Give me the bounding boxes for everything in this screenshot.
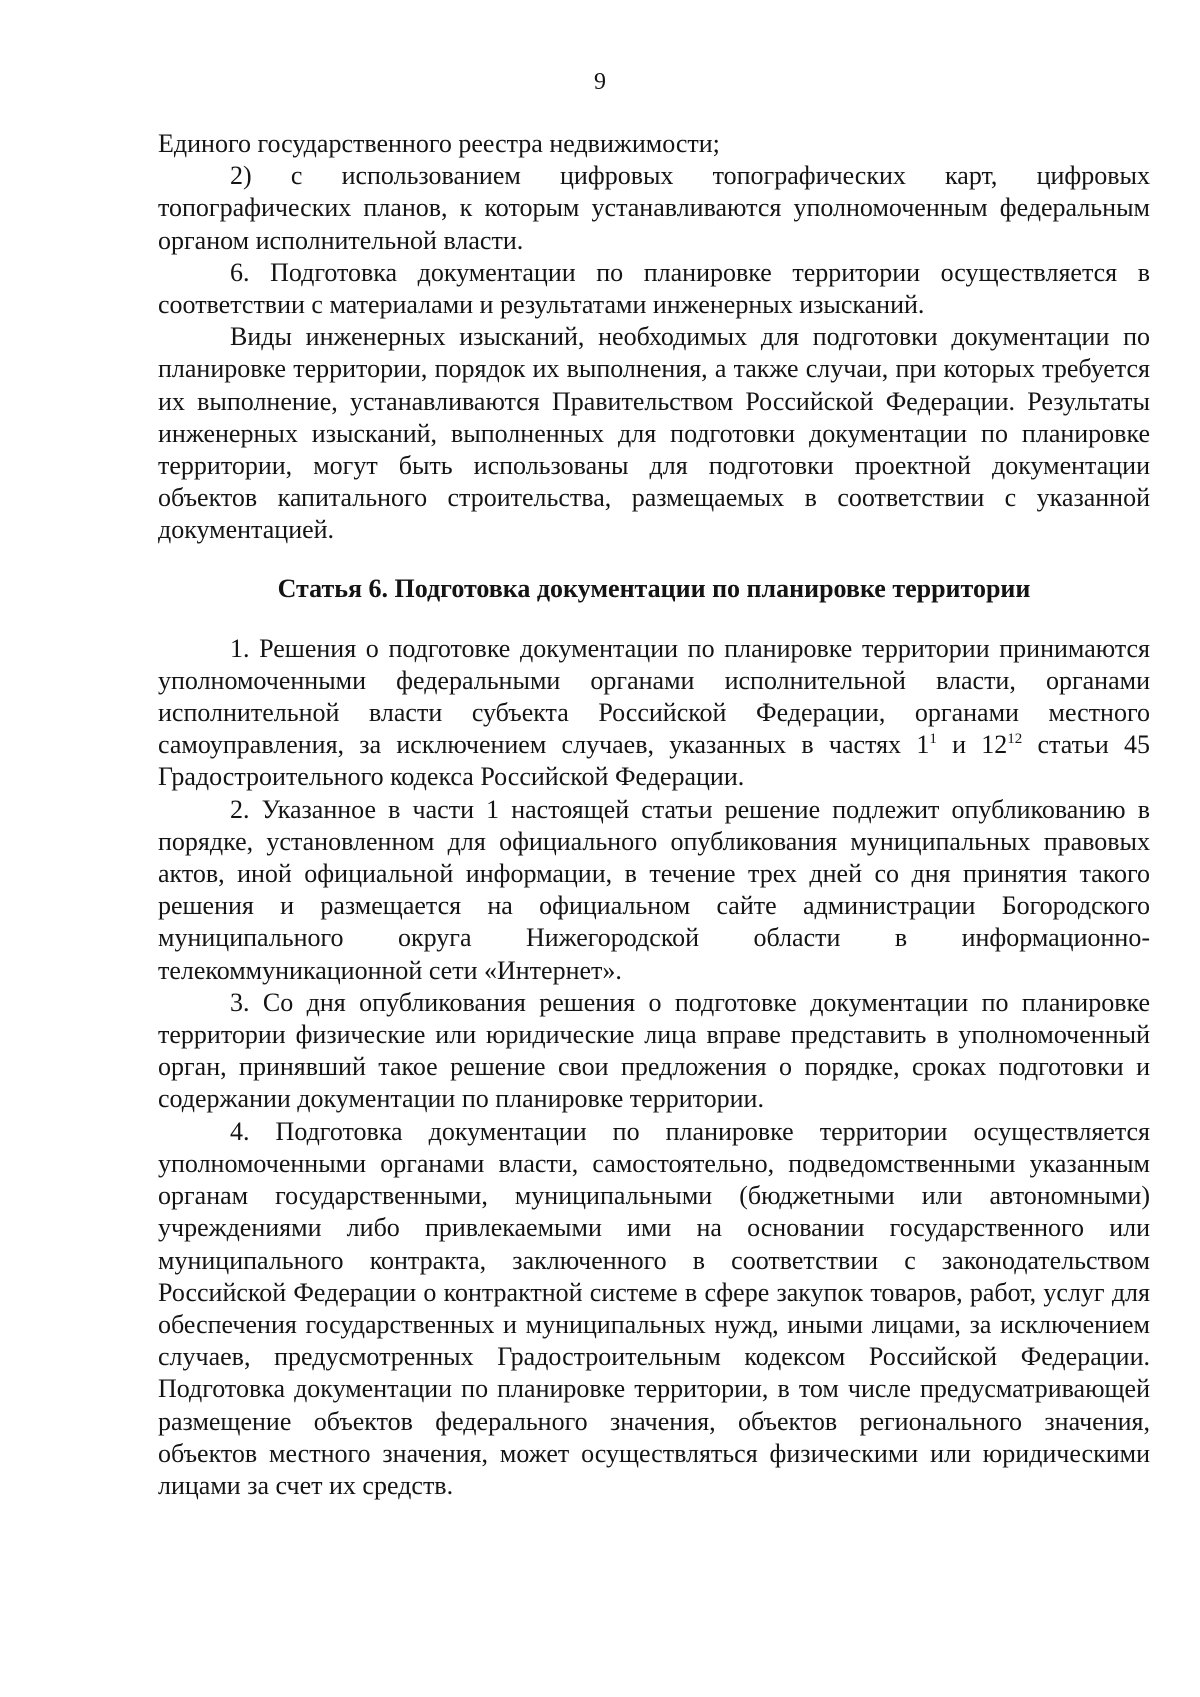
article-paragraph-3: 3. Со дня опубликования решения о подготовке документации по планировке территории физические или юридические лица вправе представить в уполномоченный орган, принявший такое решение свои предложения о порядке, сроках подготовки и содержании документации по планировке территории. xyxy=(158,987,1150,1114)
article-p1-sup-1: 1 xyxy=(929,731,937,748)
paragraph-item-2: 2) с использованием цифровых топографических карт, цифровых топографических планов, к которым устанавливаются уполномоченным федеральным органом исполнительной власти. xyxy=(158,161,1150,255)
article-paragraph-1 xyxy=(158,633,1150,794)
article-p1-text-2: и 12 xyxy=(936,730,1008,760)
article-paragraph-2: 2. Указанное в части 1 настоящей статьи решение подлежит опубликованию в порядке, установленном для официального опубликования муниципальных правовых актов, иной официальной информации, в течение трех дней со дня принятия такого решения и размещается на официальном сайте администрации Богородского муниципального округа Нижегородской области в информационно-телекоммуникационной сети «Интернет». xyxy=(158,794,1150,985)
article-p1-sup-2: 12 xyxy=(1007,731,1023,748)
article-paragraph-4: 4. Подготовка документации по планировке территории осуществляется уполномоченными органами власти, самостоятельно, подведомственными указанным органам государственными, муниципальными (бюджетными или автономными) учреждениями либо привлекаемыми ими на основании государственного или муниципального контракта, заключенного в соответствии с законодательством Российской Федерации о контрактной системе в сфере закупок товаров, работ, услуг для обеспечения государственных и муниципальных нужд, иными лицами, за исключением случаев, предусмотренных Градостроительным кодексом Российской Федерации. Подготовка документации по планировке территории, в том числе предусматривающей размещение объектов федерального значения, объектов регионального значения, объектов местного значения, может осуществляться физическими или юридическими лицами за счет их средств. xyxy=(158,1116,1150,1500)
article-heading: Статья 6. Подготовка документации по планировке территории xyxy=(277,573,1031,603)
page-number: 9 xyxy=(594,69,606,95)
paragraph-engineering-surveys: Виды инженерных изысканий, необходимых для подготовки документации по планировке территории, порядок их выполнения, а также случаи, при которых требуется их выполнение, устанавливаются Правительством Российской Федерации. Результаты инженерных изысканий, выполненных для подготовки документации по планировке территории, могут быть использованы для подготовки проектной документации объектов капитального строительства, размещаемых в соответствии с указанной документацией. xyxy=(158,322,1150,545)
paragraph-item-6: 6. Подготовка документации по планировке территории осуществляется в соответствии с материалами и результатами инженерных изысканий. xyxy=(158,257,1150,320)
article-p1-text-3: статьи 45 Градостроительного кодекса Российской Федерации. xyxy=(158,730,1150,792)
article-p1-text-1: 1. Решения о подготовке документации по планировке территории принимаются уполномоченными федеральными органами исполнительной власти, органами исполнительной власти субъекта Российской Федерации, органами местного самоуправления, за исключением случаев, указанных в частях 1 xyxy=(158,633,1150,760)
paragraph-continuation: Единого государственного реестра недвижимости; xyxy=(158,129,720,158)
document-body xyxy=(158,128,1150,1502)
